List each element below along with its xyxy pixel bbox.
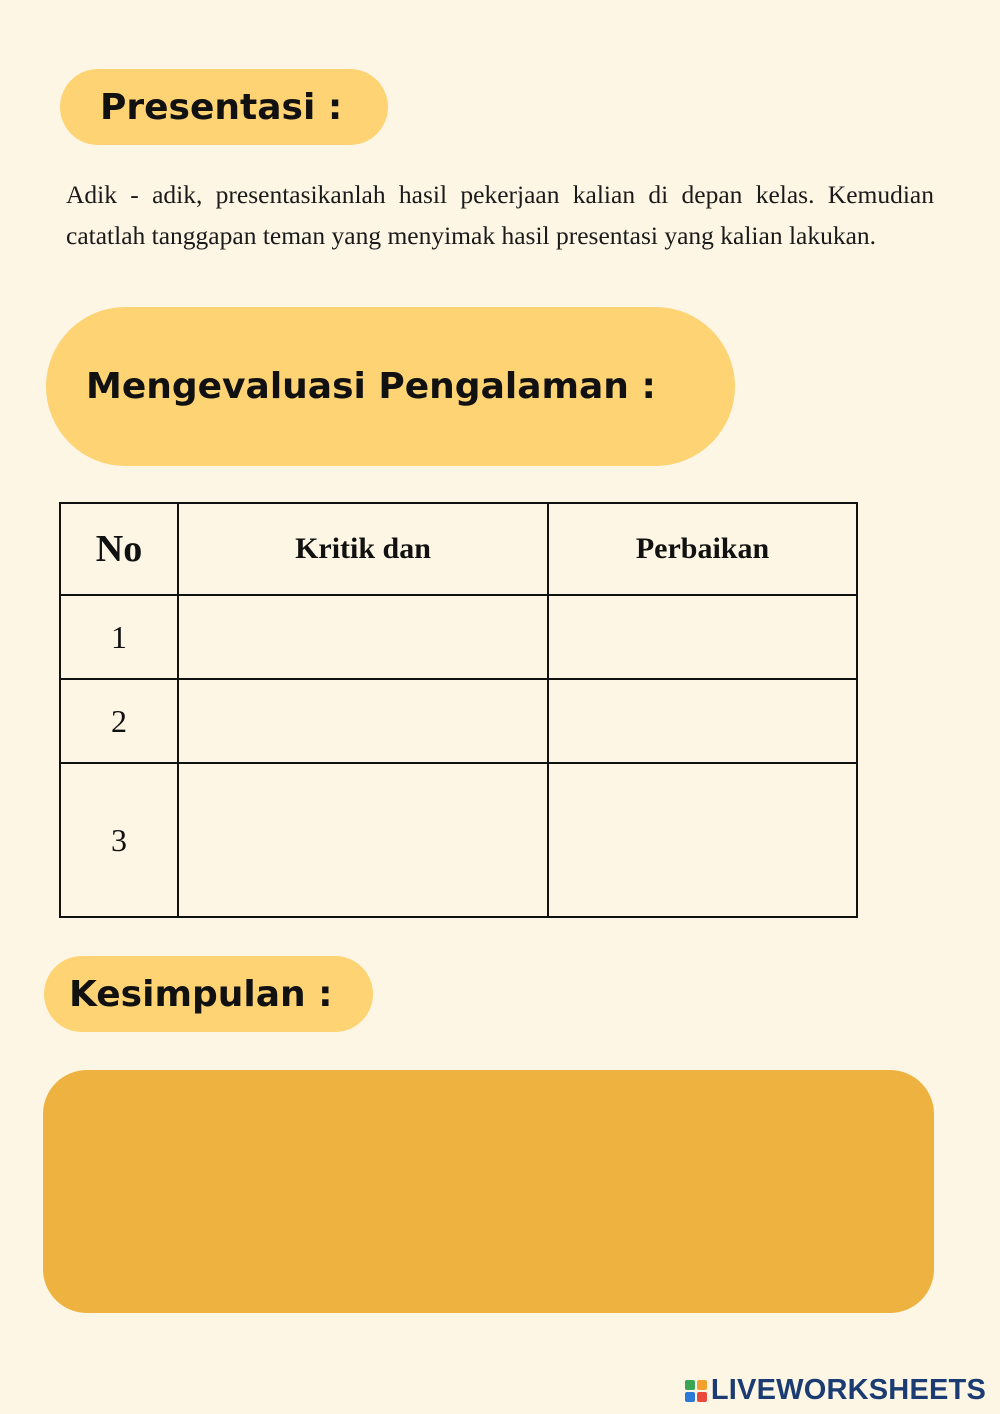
row-number: 3 <box>60 763 178 917</box>
perbaikan-cell[interactable] <box>548 763 857 917</box>
presentasi-heading <box>60 69 388 145</box>
liveworksheets-logo-icon <box>685 1380 707 1402</box>
kesimpulan-answer-box[interactable] <box>43 1070 934 1313</box>
table-row <box>60 595 857 679</box>
kritik-cell[interactable] <box>178 763 548 917</box>
row-number: 2 <box>60 679 178 763</box>
kesimpulan-title: Kesimpulan : <box>69 973 333 1015</box>
instruction-paragraph: Adik - adik, presentasikanlah hasil pekerjaan kalian di depan kelas. Kemudian catatlah tanggapan teman yang menyimak hasil presentasi yang kalian lakukan. <box>66 180 934 250</box>
evaluasi-title: Mengevaluasi Pengalaman : <box>86 366 656 407</box>
header-perbaikan: Perbaikan <box>548 503 857 595</box>
kritik-cell[interactable] <box>178 595 548 679</box>
perbaikan-cell[interactable] <box>548 595 857 679</box>
brand-footer <box>685 1374 986 1407</box>
perbaikan-cell[interactable] <box>548 679 857 763</box>
evaluasi-heading <box>46 307 735 466</box>
presentasi-title: Presentasi : <box>100 86 343 128</box>
header-kritik: Kritik dan <box>178 503 548 595</box>
kesimpulan-heading <box>44 956 373 1032</box>
table-row <box>60 679 857 763</box>
table-header-row <box>60 503 857 595</box>
evaluation-table <box>59 502 858 918</box>
table-row <box>60 763 857 917</box>
row-number: 1 <box>60 595 178 679</box>
brand-name: LIVEWORKSHEETS <box>710 1374 986 1406</box>
kritik-cell[interactable] <box>178 679 548 763</box>
header-no: No <box>60 503 178 595</box>
